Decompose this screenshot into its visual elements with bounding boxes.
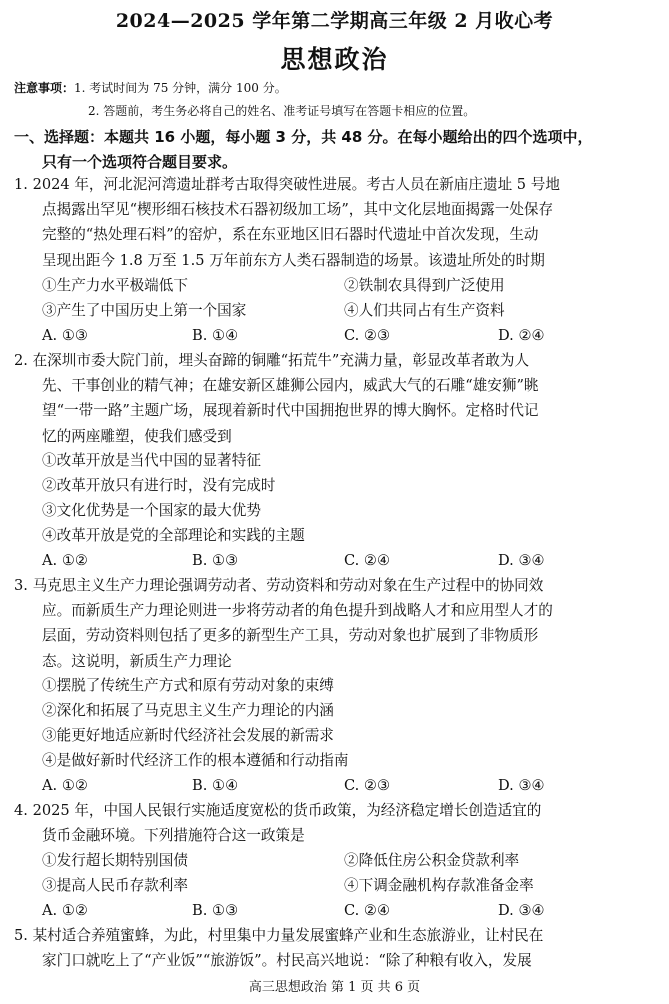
section-heading-line-2: 只有一个选项符合题目要求。: [42, 153, 238, 171]
question-2-statement-1: ①改革开放是当代中国的显著特征: [42, 452, 261, 469]
question-1-statement-4: ④人们共同占有生产资料: [344, 302, 505, 319]
question-4-option-b: B. ①③: [192, 902, 239, 919]
question-1-line: 呈现出距今 1.8 万至 1.5 万年前东方人类石器制造的场景。该遗址所处的时期: [42, 251, 545, 269]
question-2-statement-4: ④改革开放是党的全部理论和实践的主题: [42, 527, 305, 544]
question-2-statement-3: ③文化优势是一个国家的最大优势: [42, 502, 261, 519]
question-4-line: 货币金融环境。下列措施符合这一政策是: [42, 827, 305, 845]
question-3-line: 3. 马克思主义生产力理论强调劳动者、劳动资料和劳动对象在生产过程中的协同效: [14, 577, 544, 594]
question-2-option-b: B. ①③: [192, 552, 239, 569]
notice-item-1: 1. 考试时间为 75 分钟，满分 100 分。: [74, 81, 287, 95]
question-2-line: 望“一带一路”主题广场，展现着新时代中国拥抱世界的博大胸怀。定格时代记: [42, 402, 539, 420]
question-4-statement-4: ④下调金融机构存款准备金率: [344, 877, 534, 894]
question-1-option-d: D. ②④: [498, 327, 545, 344]
notice-label: 注意事项：: [14, 81, 75, 95]
section-heading: [14, 125, 659, 175]
question-4-statement-1: ①发行超长期特别国债: [42, 852, 188, 869]
question-4-option-a: A. ①②: [42, 902, 88, 919]
question-1-line: 1. 2024 年，河北泥河湾遗址群考古取得突破性进展。考古人员在新庙庄遗址 5 号地: [14, 176, 560, 193]
question-1-statement-1: ①生产力水平极端低下: [42, 277, 188, 294]
question-1-line: 点揭露出罕见“楔形细石核技术石器初级加工场”，其中文化层地面揭露一处保存: [42, 201, 554, 219]
question-4-line: 4. 2025 年，中国人民银行实施适度宽松的货币政策，为经济稳定增长创造适宜的: [14, 802, 542, 819]
question-4-option-c: C. ②④: [344, 902, 391, 919]
subject-title: 思想政治: [280, 45, 389, 74]
question-4-option-d: D. ③④: [498, 902, 545, 919]
question-2-line: 2. 在深圳市委大院门前，埋头奋蹄的铜雕“拓荒牛”充满力量，彰显改革者敢为人: [14, 352, 530, 369]
question-2-option-c: C. ②④: [344, 552, 391, 569]
notice-line-1: [14, 78, 287, 98]
question-4-statement-3: ③提高人民币存款利率: [42, 877, 188, 894]
question-3-statement-1: ①摆脱了传统生产方式和原有劳动对象的束缚: [42, 677, 334, 694]
question-1-option-a: A. ①③: [42, 327, 88, 344]
question-2-stem: [14, 348, 659, 449]
question-4-statement-2: ②降低住房公积金贷款利率: [344, 852, 520, 869]
question-3-line: 应。而新质生产力理论则进一步将劳动者的角色提升到战略人才和应用型人才的: [42, 602, 553, 620]
question-2-statement-2: ②改革开放只有进行时，没有完成时: [42, 477, 276, 494]
question-1-option-c: C. ②③: [344, 327, 391, 344]
notice-item-2: 2. 答题前，考生务必将自己的姓名、准考证号填写在答题卡相应的位置。: [88, 104, 476, 118]
question-1-statement-2: ②铁制农具得到广泛使用: [344, 277, 505, 294]
page-footer: 高三思想政治 第 1 页 共 6 页: [248, 980, 421, 995]
question-5-line: 5. 某村适合养殖蜜蜂，为此，村里集中力量发展蜜蜂产业和生态旅游业，让村民在: [14, 927, 544, 944]
question-2-line: 忆的两座雕塑，使我们感受到: [42, 427, 232, 445]
question-3-statement-3: ③能更好地适应新时代经济社会发展的新需求: [42, 727, 334, 744]
question-3-statement-2: ②深化和拓展了马克思主义生产力理论的内涵: [42, 702, 334, 719]
question-1-statement-3: ③产生了中国历史上第一个国家: [42, 302, 247, 319]
exam-title: 2024—2025 学年第二学期高三年级 2 月收心考: [115, 10, 554, 32]
question-3-stem: [14, 573, 659, 674]
question-3-option-c: C. ②③: [344, 777, 391, 794]
question-1-option-b: B. ①④: [192, 327, 239, 344]
question-3-option-a: A. ①②: [42, 777, 88, 794]
question-1-stem: [14, 172, 659, 273]
question-1-line: 完整的“热处理石料”的窑炉，系在东亚地区旧石器时代遗址中首次发现，生动: [42, 226, 539, 244]
section-heading-line-1: 一、选择题：本题共 16 小题，每小题 3 分，共 48 分。在每小题给出的四个选项中，: [14, 128, 593, 146]
question-3-line: 层面，劳动资料则包括了更多的新型生产工具，劳动对象也扩展到了非物质形: [42, 627, 539, 645]
question-5-stem: [14, 923, 659, 973]
question-3-line: 态。这说明，新质生产力理论: [42, 652, 232, 670]
question-2-option-d: D. ③④: [498, 552, 545, 569]
question-2-option-a: A. ①②: [42, 552, 88, 569]
question-3-option-d: D. ③④: [498, 777, 545, 794]
question-2-line: 先、干事创业的精气神；在雄安新区雄狮公园内，威武大气的石雕“雄安狮”眺: [42, 377, 539, 395]
question-4-stem: [14, 798, 659, 848]
question-3-statement-4: ④是做好新时代经济工作的根本遵循和行动指南: [42, 752, 349, 769]
question-3-option-b: B. ①④: [192, 777, 239, 794]
question-5-line: 家门口就吃上了“产业饭”“旅游饭”。村民高兴地说：“除了种粮有收入，发展: [42, 952, 532, 970]
